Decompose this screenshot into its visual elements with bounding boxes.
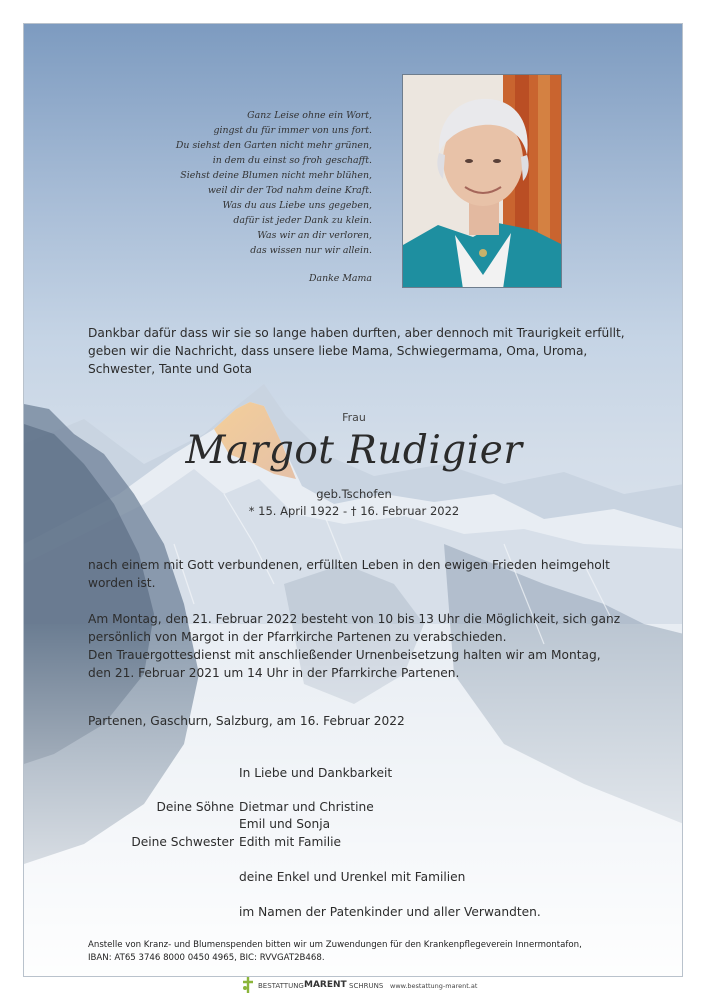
son-entry: Dietmar und Christine [239, 800, 374, 814]
funeral-line: den 21. Februar 2021 um 14 Uhr in der Pfarrkirche Partenen. [88, 666, 460, 680]
paragraph-funeral-details [88, 610, 658, 682]
donation-line: IBAN: AT65 3746 8000 0450 4965, BIC: RVVGAT2B468. [88, 953, 325, 963]
company-location: SCHRUNS [349, 982, 384, 990]
poem-line: Was wir an dir verloren, [257, 230, 372, 241]
deceased-name: Margot Rudigier [185, 428, 523, 473]
footer [0, 975, 707, 997]
funeral-home-logo-icon [241, 977, 255, 993]
poem-line: gingst du für immer von uns fort. [213, 125, 372, 136]
poem-line: weil dir der Tod nahm deine Kraft. [207, 185, 372, 196]
birth-name: geb.Tschofen [316, 487, 392, 501]
grandchildren-entry: deine Enkel und Urenkel mit Familien [239, 870, 466, 884]
company-name: MARENT [304, 980, 347, 990]
paragraph-peaceful-passing: nach einem mit Gott verbundenen, erfüllten Leben in den ewigen Frieden heimgeholt worden ist. [88, 558, 610, 590]
company-website-link[interactable]: www.bestattung-marent.at [390, 982, 478, 990]
poem-signature: Danke Mama [308, 273, 372, 284]
poem [84, 108, 372, 286]
funeral-line: Den Trauergottesdienst mit anschließender Urnenbeisetzung halten wir am Montag, [88, 648, 601, 662]
poem-line: Du siehst den Garten nicht mehr grünen, [175, 140, 372, 151]
sister-entry: Edith mit Familie [239, 835, 341, 849]
poem-line: das wissen nur wir allein. [250, 245, 372, 256]
poem-line: Was du aus Liebe uns gegeben, [222, 200, 372, 211]
life-dates: * 15. April 1922 - † 16. Februar 2022 [248, 504, 460, 518]
place-date: Partenen, Gaschurn, Salzburg, am 16. Februar 2022 [88, 714, 405, 728]
donation-line: Anstelle von Kranz- und Blumenspenden bitten wir um Zuwendungen für den Krankenpflegeverein Innermontafon, [88, 940, 582, 950]
son-entry: Emil und Sonja [239, 817, 331, 831]
mourners-intro: In Liebe und Dankbarkeit [239, 766, 393, 780]
sons-label: Deine Söhne [156, 800, 234, 814]
sister-label: Deine Schwester [131, 835, 234, 849]
donation-note [88, 939, 668, 965]
poem-line: in dem du einst so froh geschafft. [212, 155, 372, 166]
funeral-line: persönlich von Margot in der Pfarrkirche Partenen zu verabschieden. [88, 630, 507, 644]
salutation: Frau [342, 411, 366, 424]
poem-line: dafür ist jeder Dank zu klein. [233, 215, 372, 226]
intro-text: Dankbar dafür dass wir sie so lange haben durften, aber dennoch mit Traurigkeit erfüllt, geben wir die Nachricht, dass unsere liebe Mama, Schwiegermama, Oma, Uroma, Schwester, Tante und Gota [88, 326, 625, 376]
poem-line: Siehst deine Blumen nicht mehr blühen, [180, 170, 372, 181]
obituary-card [23, 23, 683, 977]
poem-line: Ganz Leise ohne ein Wort, [247, 110, 372, 121]
others-entry: im Namen der Patenkinder und aller Verwandten. [239, 905, 541, 919]
funeral-line: Am Montag, den 21. Februar 2022 besteht von 10 bis 13 Uhr die Möglichkeit, sich ganz [88, 612, 621, 626]
portrait-photo [402, 74, 562, 288]
company-prefix: BESTATTUNG [258, 982, 304, 990]
